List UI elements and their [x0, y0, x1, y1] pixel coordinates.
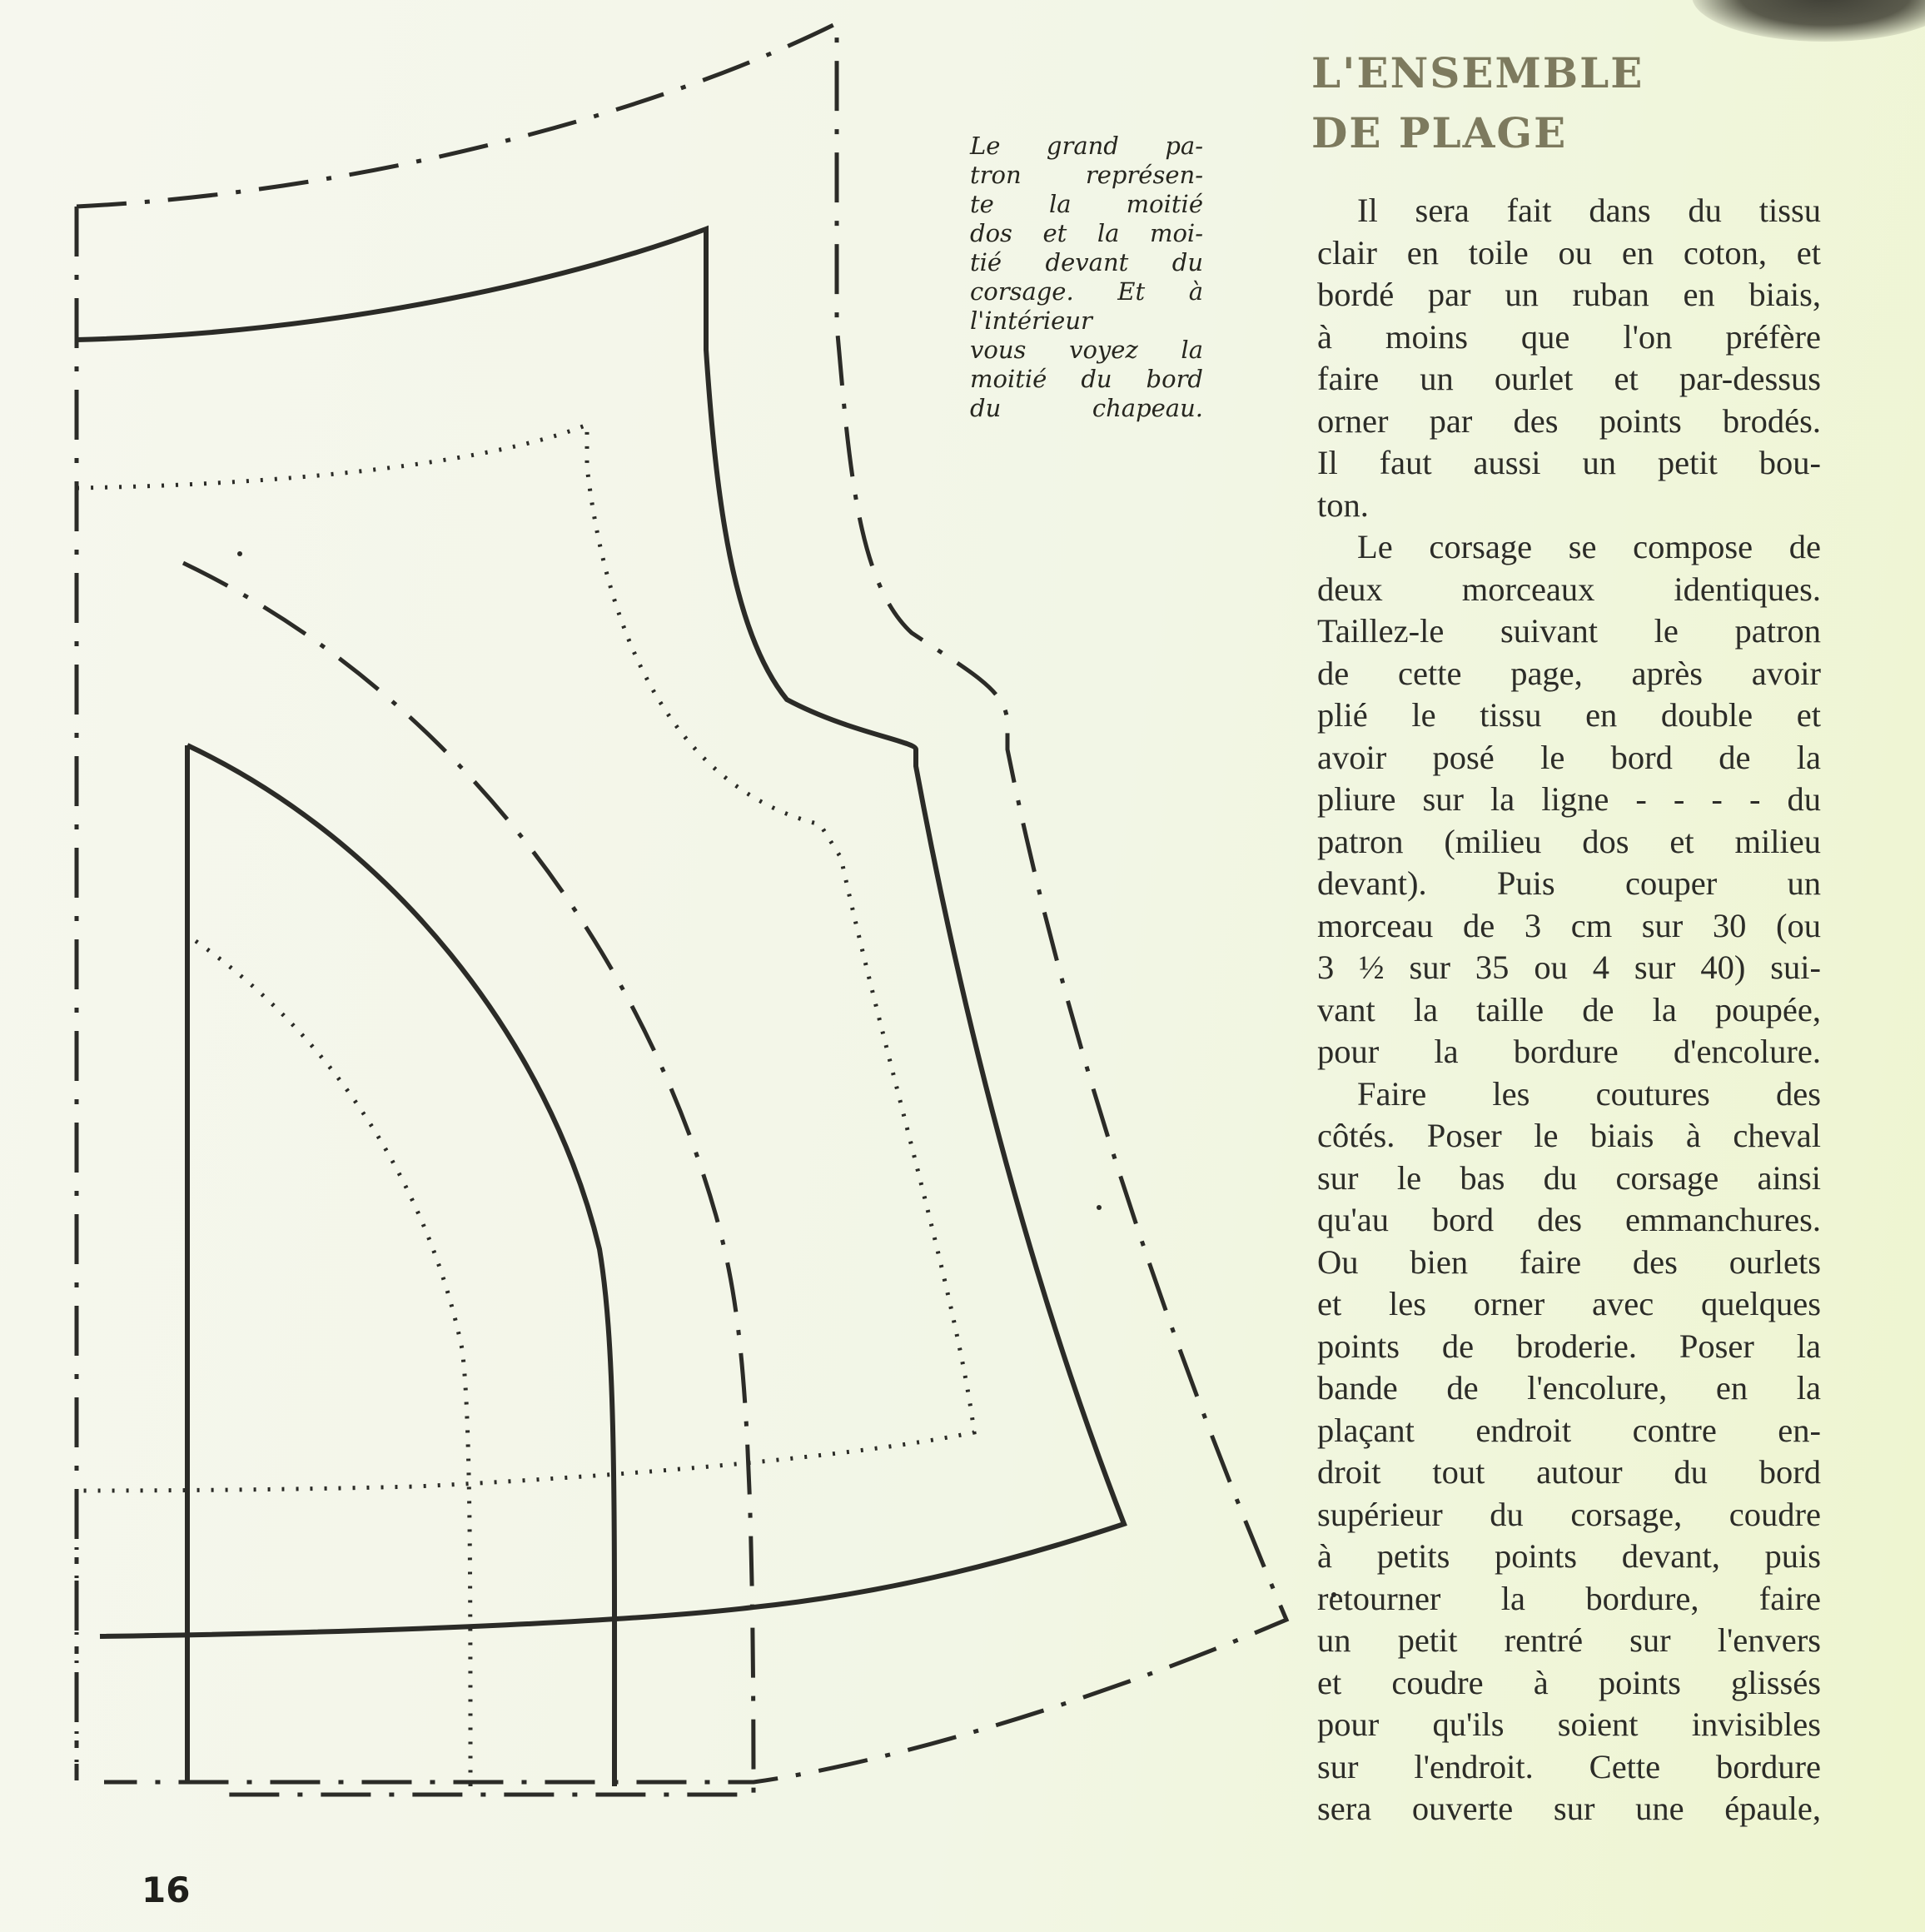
- article-line: supérieur du corsage, coudre: [1317, 1495, 1821, 1533]
- article-line: pour la bordure d'encolure.: [1317, 1033, 1821, 1070]
- article-line: plié le tissu en double et: [1317, 696, 1821, 734]
- article-line: Il faut aussi un petit bou-: [1317, 444, 1821, 481]
- article-line: points de broderie. Poser la: [1317, 1327, 1821, 1365]
- article-line: morceau de 3 cm sur 30 (ou: [1317, 906, 1821, 944]
- pattern-caption: [970, 132, 1203, 423]
- article-line: à moins que l'on préfère: [1317, 317, 1821, 356]
- article-line: avoir posé le bord de la: [1317, 738, 1821, 776]
- article-line: et coudre à points glissés: [1317, 1663, 1821, 1701]
- pattern-waist-line: [100, 1607, 754, 1636]
- title-line-1: L'ENSEMBLE: [1311, 48, 1644, 97]
- caption-line: vous voyez la: [970, 336, 1203, 364]
- article-line: devant). Puis couper un: [1317, 864, 1821, 902]
- article-line: sur l'endroit. Cette bordure: [1317, 1747, 1821, 1785]
- article-line: bordé par un ruban en biais,: [1317, 276, 1821, 313]
- caption-line: tié devant du: [970, 248, 1203, 276]
- article-line: patron (milieu dos et milieu: [1317, 822, 1821, 860]
- caption-line: moitié du bord: [970, 365, 1203, 393]
- article-line: ton.: [1317, 485, 1369, 524]
- article-line: bande de l'encolure, en la: [1317, 1369, 1821, 1407]
- article-line: Taillez-le suivant le patron: [1317, 612, 1821, 650]
- article-line: 3 ½ sur 35 ou 4 sur 40) sui-: [1317, 949, 1821, 986]
- article-line: sur le bas du corsage ainsi: [1317, 1158, 1821, 1197]
- caption-line: du chapeau.: [970, 394, 1203, 422]
- page-number: 16: [142, 1870, 191, 1910]
- article-line: de cette page, après avoir: [1317, 654, 1821, 692]
- hat-brim-dotted-inner: [196, 941, 470, 1786]
- hat-brim-dotted-outer: [77, 425, 974, 1491]
- article-line: sera ouverte sur une épaule,: [1317, 1790, 1821, 1827]
- article-line: Faire les coutures des: [1357, 1074, 1821, 1113]
- pattern-neckline-line: [77, 229, 1124, 1607]
- article-line: pour qu'ils soient invisibles: [1317, 1705, 1821, 1743]
- article-line: faire un ourlet et par-dessus: [1317, 360, 1821, 397]
- article-line: droit tout autour du bord: [1317, 1453, 1821, 1491]
- caption-line: dos et la moi-: [970, 219, 1203, 247]
- pattern-front-cut-line: [183, 563, 754, 1795]
- caption-line: Le grand pa-: [970, 132, 1203, 160]
- article-line: plaçant endroit contre en-: [1317, 1411, 1821, 1449]
- article-line: un petit rentré sur l'envers: [1317, 1621, 1821, 1659]
- article-line: côtés. Poser le biais à cheval: [1317, 1117, 1821, 1154]
- caption-line: te la moitié: [970, 190, 1203, 218]
- article-line: Ou bien faire des ourlets: [1317, 1242, 1821, 1281]
- article-line: retourner la bordure, faire: [1317, 1579, 1821, 1617]
- article-line: pliure sur la ligne - - - - du: [1317, 780, 1821, 818]
- article-line: à petits points devant, puis: [1317, 1537, 1821, 1575]
- article-line: orner par des points brodés.: [1317, 401, 1821, 440]
- article-line: et les orner avec quelques: [1317, 1285, 1821, 1322]
- article-title: [1311, 43, 1644, 163]
- article-line: vant la taille de la poupée,: [1317, 990, 1821, 1028]
- caption-line: tron représen-: [970, 161, 1203, 189]
- article-body: [1317, 190, 1821, 1830]
- article-line: deux morceaux identiques.: [1317, 570, 1821, 608]
- article-line: Le corsage se compose de: [1357, 528, 1821, 565]
- caption-line: l'intérieur: [970, 306, 1092, 335]
- caption-line: corsage. Et à: [970, 277, 1203, 306]
- article-line: clair en toile ou en coton, et: [1317, 233, 1821, 271]
- article-line: Il sera fait dans du tissu: [1357, 192, 1821, 229]
- article-line: qu'au bord des emmanchures.: [1317, 1201, 1821, 1238]
- title-line-2: DE PLAGE: [1311, 108, 1568, 157]
